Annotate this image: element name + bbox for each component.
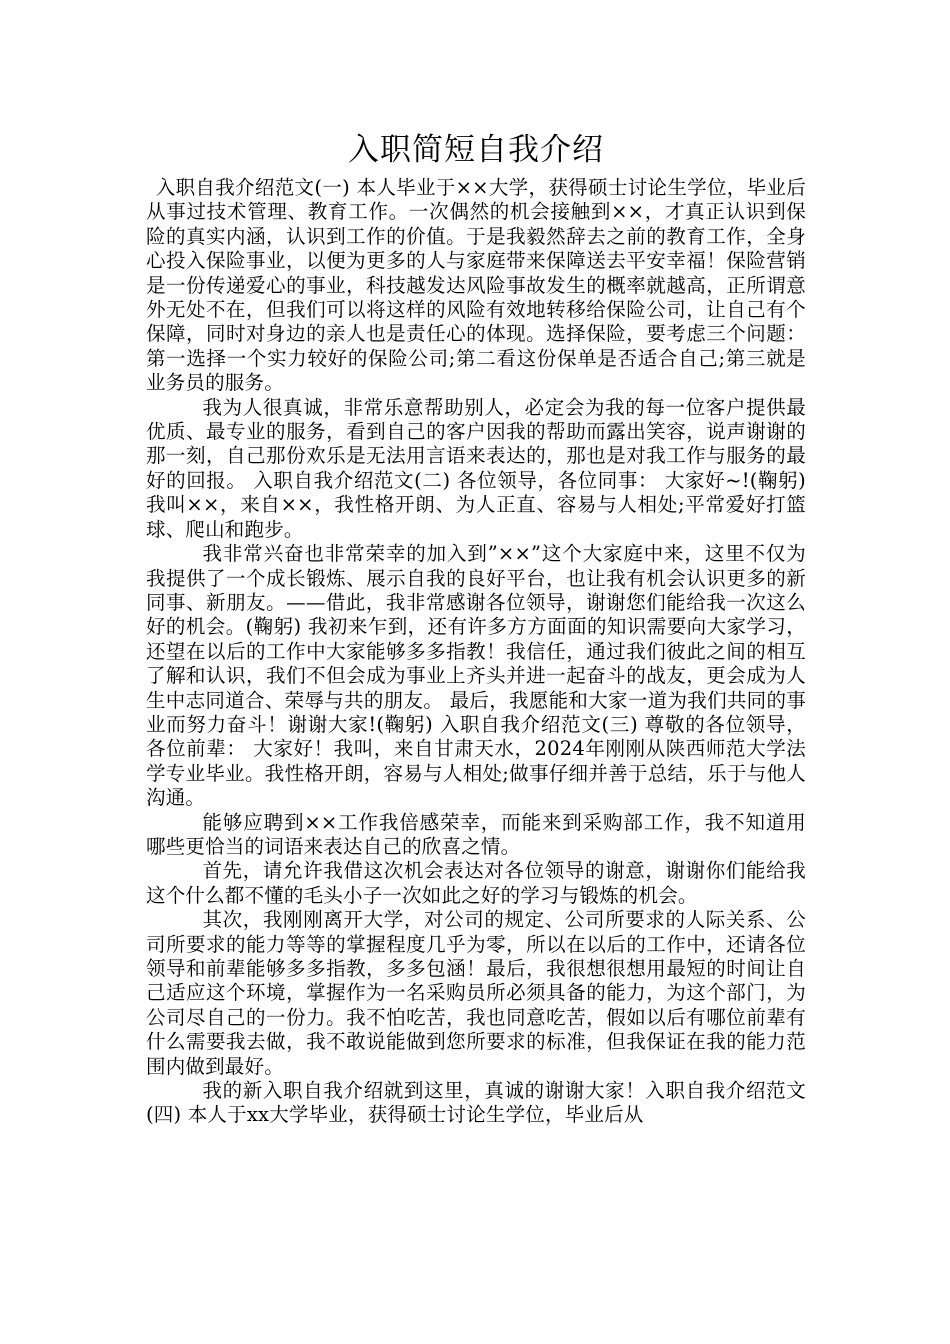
paragraph-1: 入职自我介绍范文(一) 本人毕业于××大学，获得硕士讨论生学位，毕业后从事过技术管理、教育工作。一次偶然的机会接触到××，才真正认识到保险的真实内涵，认识到工作的价值。于是我毅然辞去之前的教育工作，全身心投入保险事业，以便为更多的人与家庭带来保障送去平安幸福！保险营销是一份传递爱心的事业，科技越发达风险事故发生的概率就越高，正所谓意外无处不在，但我们可以将这样的风险有效地转移给保险公司，让自己有个保障，同时对身边的亲人也是责任心的体现。选择保险，要考虑三个问题：第一选择一个实力较好的保险公司;第二看这份保单是否适合自己;第三就是业务员的服务。 — [146, 176, 806, 395]
paragraph-6: 其次，我刚刚离开大学，对公司的规定、公司所要求的人际关系、公司所要求的能力等等的掌握程度几乎为零，所以在以后的工作中，还请各位领导和前辈能够多多指教，多多包涵！最后，我很想很想用最短的时间让自己适应这个环境，掌握作为一名采购员所必须具备的能力，为这个部门，为公司尽自己的一份力。我不怕吃苦，我也同意吃苦，假如以后有哪位前辈有什么需要我去做，我不敢说能做到您所要求的标准，但我保证在我的能力范围内做到最好。 — [146, 908, 806, 1078]
document-title: 入职简短自我介绍 — [348, 132, 604, 168]
paragraph-2: 我为人很真诚，非常乐意帮助别人，必定会为我的每一位客户提供最优质、最专业的服务，看到自己的客户因我的帮助而露出笑容，说声谢谢的那一刻，自己那份欢乐是无法用言语来表达的，那也是对我工作与服务的最好的回报。 入职自我介绍范文(二) 各位领导，各位同事： 大家好~!(鞠躬) 我叫××，来自××，我性格开朗、为人正直、容易与人相处;平常爱好打篮球、爬山和跑步。 — [146, 395, 806, 541]
paragraph-4: 能够应聘到××工作我倍感荣幸，而能来到采购部工作，我不知道用哪些更恰当的词语来表达自己的欣喜之情。 — [146, 810, 806, 858]
paragraph-5: 首先，请允许我借这次机会表达对各位领导的谢意，谢谢你们能给我这个什么都不懂的毛头小子一次如此之好的学习与锻炼的机会。 — [146, 859, 806, 907]
document-page — [146, 128, 806, 1128]
paragraph-3: 我非常兴奋也非常荣幸的加入到”××”这个大家庭中来，这里不仅为我提供了一个成长锻炼、展示自我的良好平台，也让我有机会认识更多的新同事、新朋友。——借此，我非常感谢各位领导，谢谢您们能给我一次这么好的机会。(鞠躬) 我初来乍到，还有许多方方面面的知识需要向大家学习，还望在以后的工作中大家能够多多指教！我信任，通过我们彼此之间的相互了解和认识，我们不但会成为事业上齐头并进一起奋斗的战友，更会成为人生中志同道合、荣辱与共的朋友。 最后，我愿能和大家一道为我们共同的事业而努力奋斗！谢谢大家!(鞠躬) 入职自我介绍范文(三) 尊敬的各位领导，各位前辈： 大家好！我叫，来自甘肃天水，2024年刚刚从陕西师范大学法学专业毕业。我性格开朗，容易与人相处;做事仔细并善于总结，乐于与他人沟通。 — [146, 542, 806, 810]
paragraph-7: 我的新入职自我介绍就到这里，真诚的谢谢大家！入职自我介绍范文(四) 本人于xx大学毕业，获得硕士讨论生学位，毕业后从 — [146, 1079, 806, 1127]
